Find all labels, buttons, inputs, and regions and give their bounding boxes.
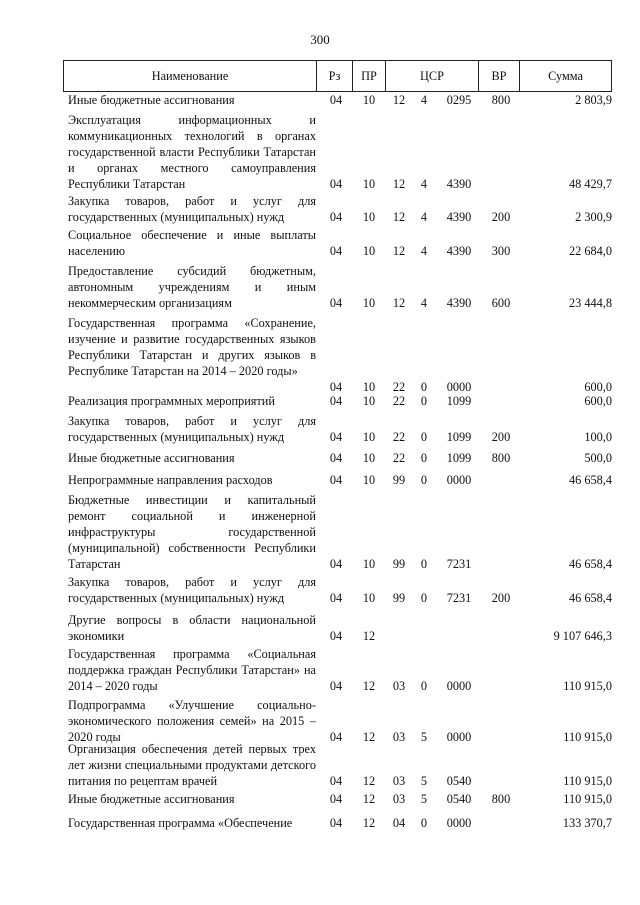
row-c1: 12 [392,93,406,107]
row-name: Предоставление субсидий бюджетным, автономным учреждениям и иным некоммерческим организациям [68,264,316,310]
row-vr: 600 [491,296,511,310]
row-pr: 12 [362,629,376,643]
row-c3: 0000 [446,816,472,830]
row-sum: 110 915,0 [563,774,612,788]
row-rz: 04 [329,629,343,643]
row-pr: 10 [362,473,376,487]
row-c3: 4390 [446,296,472,310]
row-pr: 10 [362,93,376,107]
row-pr: 12 [362,774,376,788]
row-c1: 12 [392,296,406,310]
row-sum: 48 429,7 [568,177,612,191]
row-pr: 10 [362,557,376,571]
row-c3: 0000 [446,679,472,693]
row-name: Другие вопросы в области национальной экономики [68,613,316,643]
row-c1: 99 [392,473,406,487]
row-c2: 0 [420,380,428,394]
row-vr: 800 [491,792,511,806]
row-c1: 03 [392,792,406,806]
row-c2: 0 [420,394,428,408]
row-c1: 12 [392,244,406,258]
row-c2: 0 [420,557,428,571]
row-name: Непрограммные направления расходов [68,473,273,487]
row-sum: 133 370,7 [562,816,612,830]
row-pr: 10 [362,430,376,444]
row-c2: 0 [420,451,428,465]
row-c2: 0 [420,430,428,444]
row-c1: 03 [392,774,406,788]
row-c2: 0 [420,679,428,693]
row-rz: 04 [329,679,343,693]
row-name: Закупка товаров, работ и услуг для государственных (муниципальных) нужд [68,414,316,444]
row-sum: 22 684,0 [568,244,612,258]
row-rz: 04 [329,792,343,806]
row-c3: 1099 [446,451,472,465]
row-c3: 4390 [446,177,472,191]
row-sum: 2 803,9 [575,93,612,107]
row-vr: 300 [491,244,511,258]
row-rz: 04 [329,451,343,465]
row-vr: 200 [491,430,511,444]
row-c1: 99 [392,557,406,571]
row-rz: 04 [329,473,343,487]
row-c1: 12 [392,210,406,224]
row-c1: 03 [392,730,406,744]
row-c2: 4 [420,93,428,107]
row-vr: 200 [491,210,511,224]
row-c2: 0 [420,473,428,487]
row-c1: 04 [392,816,406,830]
row-vr: 800 [491,93,511,107]
header-rz: Рз [328,69,341,83]
row-name: Закупка товаров, работ и услуг для государственных (муниципальных) нужд [68,194,316,224]
row-c3: 4390 [446,210,472,224]
row-rz: 04 [329,394,343,408]
row-pr: 12 [362,792,376,806]
row-c1: 22 [392,430,406,444]
row-c2: 5 [420,792,428,806]
row-pr: 10 [362,177,376,191]
row-c2: 0 [420,816,428,830]
row-rz: 04 [329,93,343,107]
row-c2: 0 [420,591,428,605]
row-pr: 10 [362,591,376,605]
row-rz: 04 [329,430,343,444]
row-rz: 04 [329,296,343,310]
row-c2: 4 [420,244,428,258]
header-sum: Сумма [548,69,583,83]
row-c3: 0295 [446,93,472,107]
header-pr: ПР [361,69,377,83]
row-rz: 04 [329,730,343,744]
row-name: Организация обеспечения детей первых трех лет жизни специальными продуктами детского питания по рецептам врачей [68,742,316,788]
row-vr: 200 [491,591,511,605]
row-c3: 7231 [446,591,472,605]
row-c3: 0540 [446,774,472,788]
row-rz: 04 [329,210,343,224]
row-name: Эксплуатация информационных и коммуникационных технологий в органах государственной власти Республики Татарстан и органах местного самоуправления Республики Татарстан [68,113,316,191]
row-c3: 0000 [446,730,472,744]
row-c1: 12 [392,177,406,191]
row-rz: 04 [329,557,343,571]
table-header [63,60,612,92]
row-vr: 800 [491,451,511,465]
row-pr: 10 [362,394,376,408]
row-name: Социальное обеспечение и иные выплаты населению [68,228,316,258]
row-rz: 04 [329,816,343,830]
row-pr: 10 [362,451,376,465]
row-c2: 5 [420,774,428,788]
row-name: Государственная программа «Сохранение, изучение и развитие государственных языков Республики Татарстан и других языков в Республике Татарстан на 2014 – 2020 годы» [68,316,316,378]
row-c2: 5 [420,730,428,744]
row-sum: 600,0 [584,380,612,394]
row-rz: 04 [329,591,343,605]
row-pr: 12 [362,730,376,744]
row-pr: 12 [362,679,376,693]
row-sum: 46 658,4 [568,473,612,487]
row-pr: 10 [362,244,376,258]
row-c3: 0000 [446,473,472,487]
row-sum: 2 300,9 [575,210,612,224]
page-number: 300 [310,32,330,47]
row-sum: 110 915,0 [563,792,612,806]
row-sum: 46 658,4 [568,557,612,571]
row-name: Подпрограмма «Улучшение социально-экономического положения семей» на 2015 – 2020 годы [68,698,316,744]
row-sum: 110 915,0 [563,730,612,744]
row-sum: 600,0 [584,394,612,408]
row-sum: 23 444,8 [568,296,612,310]
row-name: Государственная программа «Социальная поддержка граждан Республики Татарстан» на 2014 – 2020 годы [68,647,316,693]
row-sum: 46 658,4 [568,591,612,605]
row-pr: 12 [362,816,376,830]
row-rz: 04 [329,380,343,394]
row-rz: 04 [329,774,343,788]
row-pr: 10 [362,296,376,310]
row-c1: 03 [392,679,406,693]
row-c2: 4 [420,177,428,191]
row-name: Закупка товаров, работ и услуг для государственных (муниципальных) нужд [68,575,316,605]
row-rz: 04 [329,177,343,191]
row-pr: 10 [362,210,376,224]
row-c3: 0540 [446,792,472,806]
row-c3: 7231 [446,557,472,571]
row-name: Иные бюджетные ассигнования [68,451,235,465]
header-name: Наименование [151,69,229,83]
row-pr: 10 [362,380,376,394]
row-c1: 22 [392,380,406,394]
row-sum: 100,0 [584,430,612,444]
row-c2: 4 [420,296,428,310]
row-c3: 1099 [446,430,472,444]
row-c1: 22 [392,394,406,408]
row-name: Реализация программных мероприятий [68,394,275,408]
row-c3: 4390 [446,244,472,258]
row-sum: 500,0 [584,451,612,465]
row-c3: 0000 [446,380,472,394]
row-c2: 4 [420,210,428,224]
row-c1: 99 [392,591,406,605]
header-vr: ВР [491,69,507,83]
row-name: Иные бюджетные ассигнования [68,792,235,806]
row-name: Государственная программа «Обеспечение [68,816,293,830]
row-sum: 110 915,0 [563,679,612,693]
row-name: Иные бюджетные ассигнования [68,93,235,107]
row-c3: 1099 [446,394,472,408]
row-sum: 9 107 646,3 [553,629,612,643]
row-c1: 22 [392,451,406,465]
header-csr: ЦСР [420,69,444,83]
row-rz: 04 [329,244,343,258]
row-name: Бюджетные инвестиции и капитальный ремонт социальной и инженерной инфраструктуры государственной (муниципальной) собственности Республики Татарстан [68,493,316,571]
